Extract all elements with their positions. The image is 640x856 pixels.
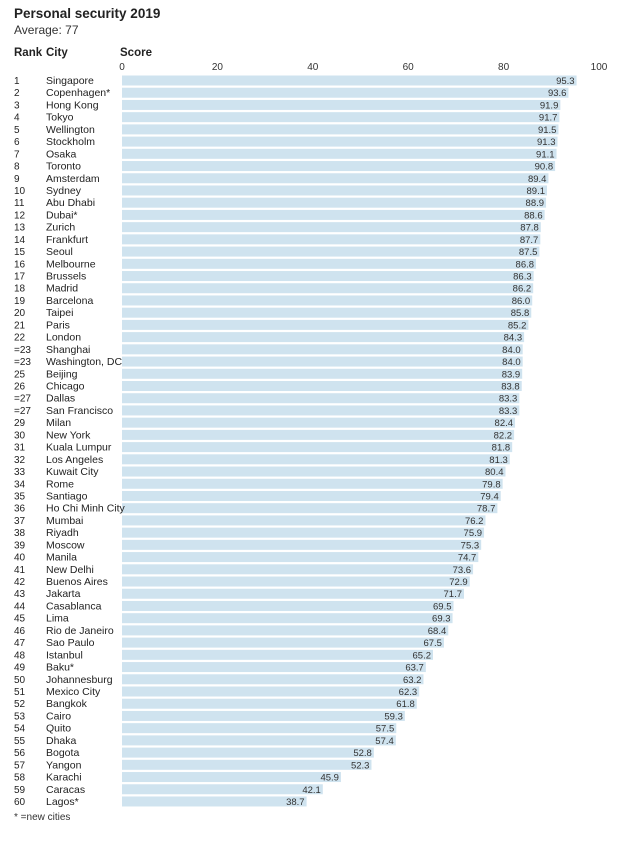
city-label: San Francisco <box>46 404 114 417</box>
bar <box>122 735 396 745</box>
rank-label: 11 <box>14 198 25 210</box>
rank-label: 41 <box>14 564 26 576</box>
rank-label: 31 <box>14 442 26 454</box>
city-label: Istanbul <box>46 649 83 662</box>
x-tick-label: 20 <box>211 62 223 73</box>
x-tick-label: 60 <box>402 62 414 73</box>
city-label: Jakarta <box>46 588 81 601</box>
bar <box>122 687 419 697</box>
data-label: 90.8 <box>534 161 554 173</box>
data-label: 86.2 <box>512 283 532 295</box>
city-label: Taipei <box>46 307 74 320</box>
bar <box>122 100 560 110</box>
rank-label: 39 <box>14 540 26 552</box>
x-tick-label: 40 <box>307 62 319 73</box>
data-label: 82.4 <box>494 418 514 430</box>
bar <box>122 589 464 599</box>
city-label: Kuala Lumpur <box>46 441 112 454</box>
rank-label: 25 <box>14 369 26 381</box>
rank-label: =27 <box>14 393 31 405</box>
bar <box>122 185 547 195</box>
data-label: 86.8 <box>515 259 535 271</box>
data-label: 93.6 <box>547 88 567 100</box>
rank-label: 10 <box>14 185 26 197</box>
rank-label: 19 <box>14 295 26 307</box>
data-label: 61.8 <box>396 699 415 711</box>
data-label: 91.7 <box>538 112 558 124</box>
city-label: Sydney <box>46 184 82 197</box>
data-label: 62.3 <box>398 687 418 698</box>
x-tick-label: 80 <box>498 62 510 73</box>
rank-label: 38 <box>14 528 26 540</box>
city-label: Caracas <box>46 783 86 796</box>
rank-label: 59 <box>14 784 26 796</box>
bar <box>122 564 473 574</box>
city-label: Dallas <box>46 392 76 405</box>
bar <box>122 748 374 758</box>
rank-label: 55 <box>14 735 26 747</box>
data-label: 88.9 <box>525 198 545 210</box>
rank-label: 1 <box>14 76 20 87</box>
city-label: Manila <box>46 551 77 564</box>
bar <box>122 613 453 623</box>
data-label: 42.1 <box>302 784 321 796</box>
data-label: 75.3 <box>460 540 480 552</box>
rank-label: 17 <box>14 271 26 283</box>
rank-label: 5 <box>14 124 20 136</box>
rank-label: 3 <box>14 100 20 112</box>
bar <box>122 528 484 538</box>
city-label: Sao Paulo <box>46 637 95 650</box>
rank-label: 49 <box>14 662 26 674</box>
city-column-header: City <box>46 47 68 59</box>
city-label: Los Angeles <box>46 453 104 466</box>
data-label: 52.8 <box>353 748 372 760</box>
city-label: Seoul <box>46 246 73 259</box>
bar <box>122 601 454 611</box>
bar <box>122 149 557 159</box>
rank-label: 47 <box>14 638 26 650</box>
data-label: 86.0 <box>511 295 531 307</box>
data-label: 83.3 <box>498 405 518 417</box>
data-label: 45.9 <box>320 772 339 784</box>
rank-label: 26 <box>14 381 26 393</box>
city-label: Mumbai <box>46 514 84 527</box>
data-label: 52.3 <box>350 760 370 772</box>
data-label: 91.9 <box>539 100 559 112</box>
rank-label: 60 <box>14 796 26 808</box>
data-label: 91.5 <box>537 124 557 136</box>
city-label: Rio de Janeiro <box>46 624 114 637</box>
bar <box>122 723 396 733</box>
footnote: * =new cities <box>14 812 71 823</box>
city-label: Lima <box>46 612 69 625</box>
rank-label: 48 <box>14 650 26 662</box>
bar <box>122 369 522 379</box>
city-label: Mexico City <box>46 686 101 698</box>
rank-label: 7 <box>14 149 20 161</box>
city-label: Bogota <box>46 747 80 760</box>
city-label: Singapore <box>46 75 94 87</box>
data-label: 63.7 <box>405 662 424 674</box>
data-label: 89.1 <box>526 185 546 197</box>
data-label: 76.2 <box>464 515 484 527</box>
rank-column-header: Rank <box>14 47 43 59</box>
data-label: 73.6 <box>452 564 472 576</box>
x-tick-label: 100 <box>590 62 608 73</box>
rank-label: 15 <box>14 247 26 259</box>
city-label: Wellington <box>46 123 95 136</box>
city-label: Washington, DC <box>46 356 123 369</box>
bar <box>122 760 371 770</box>
rank-label: 2 <box>14 88 20 100</box>
city-label: Toronto <box>46 160 82 173</box>
rank-label: 33 <box>14 467 26 479</box>
data-label: 71.7 <box>443 589 463 601</box>
data-label: 84.0 <box>502 344 521 356</box>
rank-label: 36 <box>14 503 26 515</box>
data-label: 80.4 <box>485 467 504 479</box>
data-label: 87.5 <box>518 247 538 259</box>
city-label: London <box>46 331 82 344</box>
data-label: 72.9 <box>449 577 468 589</box>
city-label: Baku* <box>46 661 75 674</box>
bar <box>122 271 534 281</box>
data-label: 85.2 <box>507 320 527 332</box>
city-label: Rome <box>46 478 75 491</box>
city-label: Dhaka <box>46 734 77 747</box>
city-label: Tokyo <box>46 111 74 124</box>
city-label: Karachi <box>46 771 82 784</box>
bar <box>122 308 531 318</box>
bar <box>122 442 512 452</box>
city-label: New York <box>46 429 91 442</box>
city-label: Copenhagen* <box>46 87 111 100</box>
rank-label: 50 <box>14 674 26 686</box>
rank-label: 51 <box>14 687 26 698</box>
data-label: 67.5 <box>423 638 442 650</box>
data-label: 84.0 <box>502 357 521 369</box>
rank-label: 8 <box>14 161 20 173</box>
data-label: 65.2 <box>412 650 432 662</box>
data-label: 59.3 <box>384 711 403 723</box>
data-label: 86.3 <box>513 271 532 283</box>
city-label: Abu Dhabi <box>46 197 96 210</box>
bar <box>122 699 417 709</box>
city-label: Santiago <box>46 490 88 503</box>
data-label: 75.9 <box>463 528 483 540</box>
data-label: 84.3 <box>503 332 523 344</box>
bar <box>122 515 485 525</box>
bar <box>122 405 519 415</box>
city-label: Stockholm <box>46 136 96 149</box>
rank-label: 53 <box>14 711 26 723</box>
bar <box>122 662 426 672</box>
bar <box>122 650 433 660</box>
bar <box>122 320 528 330</box>
rank-label: =23 <box>14 344 31 356</box>
data-label: 79.4 <box>480 491 499 503</box>
data-label: 91.3 <box>537 137 556 149</box>
data-label: 82.2 <box>493 430 513 442</box>
chart-title: Personal security 2019 <box>14 6 161 21</box>
city-label: Melbourne <box>46 258 96 271</box>
data-label: 57.5 <box>375 723 395 735</box>
bar <box>122 552 478 562</box>
rank-label: 56 <box>14 748 26 760</box>
city-label: Yangon <box>46 759 82 772</box>
bar <box>122 112 559 122</box>
city-label: Madrid <box>46 282 79 295</box>
city-label: Milan <box>46 417 72 430</box>
bar <box>122 796 307 806</box>
rank-label: 6 <box>14 137 20 149</box>
bar <box>122 283 533 293</box>
rank-label: 12 <box>14 210 26 222</box>
city-label: Moscow <box>46 539 85 552</box>
data-label: 89.4 <box>527 173 547 185</box>
rank-label: 9 <box>14 173 20 185</box>
bar <box>122 540 481 550</box>
city-label: Casablanca <box>46 600 102 613</box>
city-label: Johannesburg <box>46 673 113 686</box>
rank-label: 32 <box>14 454 26 466</box>
rank-label: 52 <box>14 699 26 711</box>
bar <box>122 88 568 98</box>
data-label: 81.3 <box>489 454 508 466</box>
rank-label: 37 <box>14 515 26 527</box>
rank-label: 16 <box>14 259 26 271</box>
data-label: 83.9 <box>501 369 521 381</box>
city-label: Shanghai <box>46 343 91 356</box>
bar <box>122 332 524 342</box>
data-label: 68.4 <box>427 625 447 637</box>
bar <box>122 491 501 501</box>
bar <box>122 711 405 721</box>
bar <box>122 503 497 513</box>
bar <box>122 344 523 354</box>
rank-label: 30 <box>14 430 26 442</box>
rank-label: =27 <box>14 405 31 417</box>
rank-label: 21 <box>14 320 26 332</box>
bar <box>122 76 577 86</box>
rank-label: 13 <box>14 222 26 234</box>
data-label: 78.7 <box>476 503 496 515</box>
city-label: Riyadh <box>46 527 79 540</box>
bar <box>122 247 539 257</box>
city-label: Osaka <box>46 148 77 161</box>
bar <box>122 454 510 464</box>
bar <box>122 234 540 244</box>
bar <box>122 137 558 147</box>
data-label: 83.8 <box>501 381 520 393</box>
city-label: Barcelona <box>46 294 94 307</box>
rank-label: 20 <box>14 308 26 320</box>
x-tick-label: 0 <box>119 62 125 73</box>
rank-label: 14 <box>14 234 26 246</box>
rank-label: =23 <box>14 357 31 369</box>
bar <box>122 295 532 305</box>
data-label: 85.8 <box>510 308 530 320</box>
bar <box>122 467 506 477</box>
bar <box>122 638 444 648</box>
data-label: 69.3 <box>432 613 451 625</box>
data-label: 83.3 <box>498 393 518 405</box>
rank-label: 58 <box>14 772 26 784</box>
data-label: 63.2 <box>402 674 422 686</box>
data-label: 91.1 <box>536 149 555 161</box>
rank-label: 40 <box>14 552 26 564</box>
city-label: Buenos Aires <box>46 576 108 589</box>
city-label: Bangkok <box>46 698 87 711</box>
city-label: Cairo <box>46 710 72 723</box>
data-label: 88.6 <box>524 210 543 222</box>
chart-subtitle: Average: 77 <box>14 23 79 37</box>
city-label: Beijing <box>46 368 78 381</box>
score-column-header: Score <box>120 47 152 59</box>
city-label: Amsterdam <box>46 172 100 185</box>
bar <box>122 381 522 391</box>
bar <box>122 772 341 782</box>
city-label: Lagos* <box>46 795 79 808</box>
city-label: Zurich <box>46 221 76 234</box>
rank-label: 42 <box>14 577 26 589</box>
city-label: New Delhi <box>46 563 94 576</box>
city-label: Dubai* <box>46 209 78 222</box>
rank-label: 43 <box>14 589 26 601</box>
city-label: Kuwait City <box>46 466 99 479</box>
bar <box>122 479 503 489</box>
bar <box>122 222 541 232</box>
rank-label: 22 <box>14 332 26 344</box>
bar <box>122 674 423 684</box>
data-label: 38.7 <box>286 796 305 808</box>
data-label: 81.8 <box>491 442 511 454</box>
city-label: Brussels <box>46 270 87 283</box>
bar <box>122 198 546 208</box>
city-label: Ho Chi Minh City <box>46 502 125 515</box>
rank-label: 35 <box>14 491 26 503</box>
city-label: Frankfurt <box>46 233 89 246</box>
bar <box>122 418 515 428</box>
data-label: 87.7 <box>519 234 539 246</box>
rank-label: 57 <box>14 760 26 772</box>
rank-label: 29 <box>14 418 26 430</box>
data-label: 57.4 <box>375 735 394 747</box>
bar <box>122 393 519 403</box>
bar <box>122 173 548 183</box>
data-label: 69.5 <box>433 601 452 613</box>
city-label: Paris <box>46 319 70 332</box>
rank-label: 44 <box>14 601 26 613</box>
data-label: 95.3 <box>556 76 575 87</box>
rank-label: 18 <box>14 283 26 295</box>
city-label: Quito <box>46 722 72 735</box>
bar <box>122 357 523 367</box>
data-label: 74.7 <box>457 552 477 564</box>
bar <box>122 259 536 269</box>
rank-label: 45 <box>14 613 26 625</box>
data-label: 87.8 <box>520 222 539 234</box>
bar <box>122 577 470 587</box>
rank-label: 54 <box>14 723 26 735</box>
bar <box>122 784 323 794</box>
city-label: Chicago <box>46 380 85 393</box>
city-label: Hong Kong <box>46 99 99 112</box>
rank-label: 4 <box>14 112 20 124</box>
bar <box>122 161 555 171</box>
rank-label: 34 <box>14 479 26 491</box>
bar <box>122 124 558 134</box>
bar <box>122 625 448 635</box>
data-label: 79.8 <box>482 479 501 491</box>
bar <box>122 430 514 440</box>
bar <box>122 210 545 220</box>
rank-label: 46 <box>14 625 26 637</box>
